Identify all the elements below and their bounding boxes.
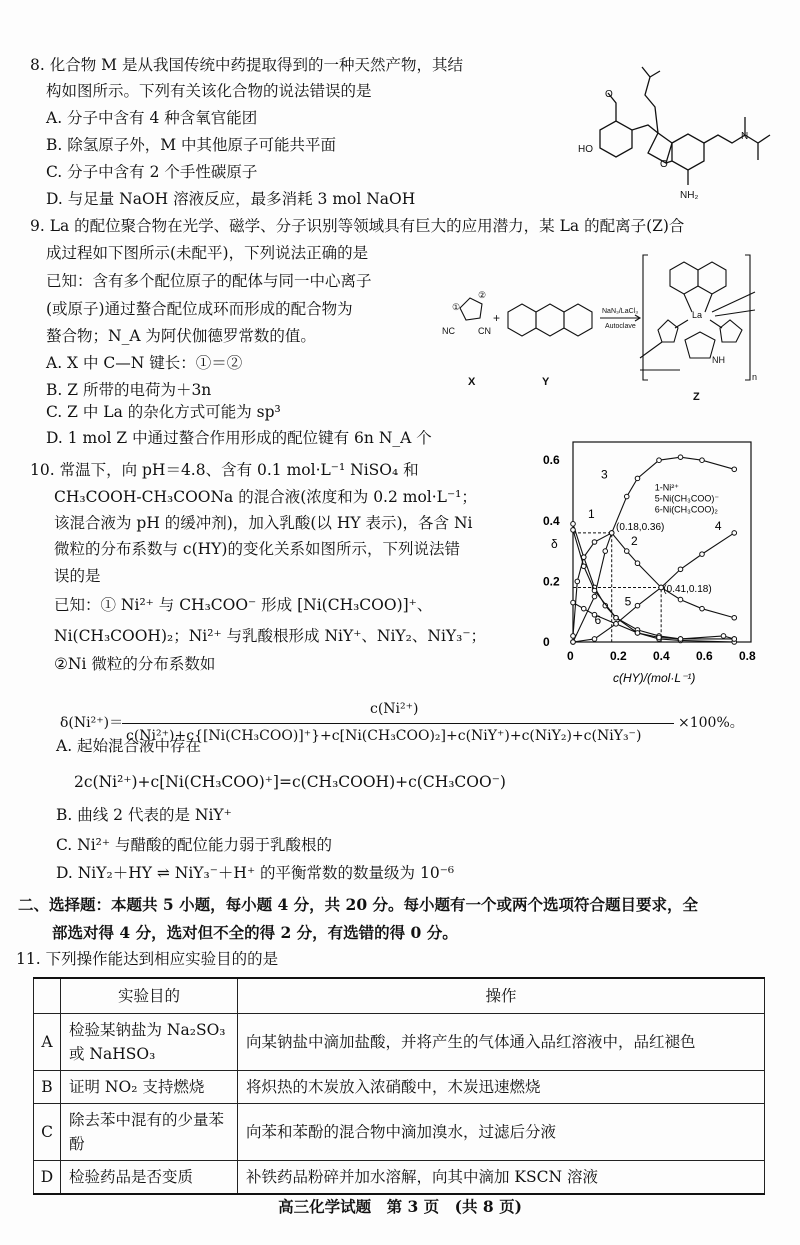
formula-tail: ×100%。: [678, 715, 744, 731]
x-tick-label: 0.6: [696, 649, 713, 663]
q10-stem: 该混合液为 pH 的缓冲剂)，加入乳酸(以 HY 表示)，各含 Ni: [54, 514, 473, 532]
data-point-4: [678, 567, 683, 572]
q10-known: Ni(CH₃COOH)₂；Ni²⁺ 与乳酸根形成 NiY⁺、NiY₂、NiY₃⁻；: [54, 627, 487, 645]
label-z: Z: [693, 391, 700, 403]
label-o: O: [605, 89, 613, 100]
data-point-6: [678, 637, 683, 642]
q9-option-b: B. Z 所带的电荷为＋3n: [46, 381, 212, 399]
data-point-5: [592, 588, 597, 593]
data-point-4: [592, 637, 597, 642]
q11-table: [33, 977, 765, 1195]
label-circle-1: ①: [452, 302, 461, 312]
data-point-1: [571, 522, 576, 527]
x-axis-label: c(HY)/(mol·L⁻¹): [613, 671, 696, 685]
data-point-2: [581, 555, 586, 560]
y-tick-label: 0.6: [543, 453, 560, 468]
q10-option-c: C. Ni²⁺ 与醋酸的配位能力弱于乳酸根的: [56, 836, 333, 854]
q10-known: ②Ni 微粒的分布系数如: [54, 655, 216, 673]
annotation: (0.18,0.36): [616, 521, 665, 533]
legend-entry: 5-Ni(CH₃COO)⁻: [654, 493, 720, 504]
q10-stem: 误的是: [54, 567, 101, 585]
data-point-2: [575, 579, 580, 584]
q8-option-c: C. 分子中含有 2 个手性碳原子: [46, 163, 258, 181]
data-point-5: [614, 615, 619, 620]
formula-numerator: c(Ni²⁺): [370, 701, 419, 717]
data-point-5: [581, 564, 586, 569]
x-tick-label: 0.4: [653, 649, 670, 663]
q8-stem: 构如图所示。下列有关该化合物的说法错误的是: [46, 82, 372, 100]
table-header-row: [34, 978, 765, 1014]
table-row: [34, 1071, 765, 1104]
y-tick-label: 0.2: [543, 574, 560, 589]
data-point-4: [571, 640, 576, 645]
data-point-6: [571, 600, 576, 605]
row-key: B: [34, 1071, 61, 1104]
row-purpose: 检验某钠盐为 Na₂SO₃ 或 NaHSO₃: [61, 1014, 238, 1071]
data-point-2: [624, 549, 629, 554]
y-axis-label: δ: [551, 537, 558, 552]
label-nh: NH: [712, 355, 725, 365]
row-key: D: [34, 1161, 61, 1195]
data-point-6: [614, 622, 619, 627]
data-point-2: [700, 606, 705, 611]
label-circle-2: ②: [478, 290, 487, 300]
data-point-3: [700, 458, 705, 463]
section-2-heading: 部选对得 4 分，选对但不全的得 2 分，有选错的得 0 分。: [52, 923, 458, 942]
data-point-3: [732, 467, 737, 472]
data-point-3: [657, 458, 662, 463]
data-point-4: [635, 603, 640, 608]
data-point-5: [571, 528, 576, 533]
data-point-6: [657, 635, 662, 640]
page-footer: 高三化学试题 第 3 页 (共 8 页): [278, 1197, 522, 1216]
row-operation: 补铁药品粉碎并加水溶解，向其中滴加 KSCN 溶液: [238, 1161, 765, 1195]
q9-known: 已知：含有多个配位原子的配体与同一中心离子: [46, 272, 372, 290]
table-header: [34, 978, 61, 1014]
q10-stem: CH₃COOH-CH₃COONa 的混合液(浓度和为 0.2 mol·L⁻¹；: [54, 488, 477, 506]
table-row: [34, 1014, 765, 1071]
data-point-3: [635, 476, 640, 481]
q10-option-b: B. 曲线 2 代表的是 NiY⁺: [56, 806, 232, 824]
x-tick-label: 0: [567, 649, 574, 663]
row-operation: 将炽热的木炭放入浓硝酸中，木炭迅速燃烧: [238, 1071, 765, 1104]
series-label-5: 5: [624, 594, 632, 609]
q9-stem: 成过程如下图所示(未配平)，下列说法正确的是: [46, 244, 369, 262]
data-point-3: [609, 531, 614, 536]
data-point-2: [732, 615, 737, 620]
label-o: O: [660, 159, 668, 170]
label-reagent: NaN₃/LaCl₃: [602, 308, 639, 315]
label-n: N: [741, 131, 749, 142]
q9-known: (或原子)通过螯合配位成环而形成的配合物为: [46, 300, 353, 318]
q10-option-a-eq: 2c(Ni²⁺)+c[Ni(CH₃COO)⁺]=c(CH₃COOH)+c(CH₃COO⁻): [74, 773, 506, 791]
x-tick-label: 0.8: [739, 649, 756, 663]
row-purpose: 除去苯中混有的少量苯酚: [61, 1104, 238, 1161]
y-tick-label: 0.4: [543, 513, 560, 528]
data-point-6: [732, 637, 737, 642]
data-point-4: [700, 552, 705, 557]
label-y: Y: [542, 376, 550, 388]
data-point-2: [635, 561, 640, 566]
table-row: [34, 1104, 765, 1161]
row-operation: 向苯和苯酚的混合物中滴加溴水，过滤后分液: [238, 1104, 765, 1161]
q8-option-a: A. 分子中含有 4 种含氧官能团: [46, 109, 258, 127]
q9-option-c: C. Z 中 La 的杂化方式可能为 sp³: [46, 403, 281, 421]
row-operation: 向某钠盐中滴加盐酸，并将产生的气体通入品红溶液中，品红褪色: [238, 1014, 765, 1071]
q9-option-d: D. 1 mol Z 中通过螯合作用形成的配位键有 6n N_A 个: [46, 429, 432, 447]
label-n-sub: n: [752, 372, 758, 382]
section-2-heading: 二、选择题：本题共 5 小题，每小题 4 分，共 20 分。每小题有一个或两个选项符合题目要求，全: [18, 895, 699, 914]
q10-stem: 10. 常温下，向 pH＝4.8、含有 0.1 mol·L⁻¹ NiSO₄ 和: [30, 461, 419, 479]
label-nc: NC: [442, 326, 455, 336]
row-purpose: 证明 NO₂ 支持燃烧: [61, 1071, 238, 1104]
label-ho: HO: [578, 144, 593, 155]
data-point-3: [592, 594, 597, 599]
series-label-4: 4: [714, 518, 722, 533]
label-cn: CN: [478, 326, 491, 336]
data-point-3: [603, 549, 608, 554]
svg-text:+: +: [493, 311, 501, 325]
data-point-6: [721, 634, 726, 639]
reaction-scheme: [430, 240, 800, 405]
label-x: X: [468, 376, 476, 388]
annotation: (0.41,0.18): [663, 584, 712, 596]
q10-option-a: A. 起始混合液中存在: [56, 737, 202, 755]
q9-known: 螯合物；N_A 为阿伏伽德罗常数的值。: [46, 327, 316, 345]
label-condition: Autoclave: [605, 323, 636, 330]
legend-entry: 1-Ni²⁺: [654, 482, 679, 493]
q9-option-a: A. X 中 C—N 键长：①＝②: [46, 354, 243, 372]
x-tick-label: 0.2: [610, 649, 627, 663]
fraction-bar: [122, 723, 674, 724]
q8-stem: 8. 化合物 M 是从我国传统中药提取得到的一种天然产物，其结: [30, 56, 463, 74]
compound-m-structure: [540, 55, 780, 215]
data-point-2: [678, 597, 683, 602]
table-header: 操作: [238, 978, 765, 1014]
distribution-chart: [540, 440, 800, 700]
table-row: [34, 1161, 765, 1195]
label-nh2: NH₂: [680, 190, 699, 201]
q10-option-d: D. NiY₂＋HY ⇌ NiY₃⁻＋H⁺ 的平衡常数的数量级为 10⁻⁶: [56, 864, 455, 882]
q10-known: 已知：① Ni²⁺ 与 CH₃COO⁻ 形成 [Ni(CH₃COO)]⁺、: [54, 596, 433, 614]
series-label-6: 6: [594, 612, 602, 627]
row-key: C: [34, 1104, 61, 1161]
q10-stem: 微粒的分布系数与 c(HY)的变化关系如图所示，下列说法错: [54, 540, 460, 558]
formula-lhs: δ(Ni²⁺)＝: [60, 715, 124, 731]
row-key: A: [34, 1014, 61, 1071]
row-purpose: 检验药品是否变质: [61, 1161, 238, 1195]
data-point-6: [635, 631, 640, 636]
y-tick-label: 0: [543, 635, 550, 649]
q9-stem: 9. La 的配位聚合物在光学、磁学、分子识别等领域具有巨大的应用潜力，某 La 的配离子(Z)合: [30, 217, 685, 235]
formula-denominator: c(Ni²⁺)+c{[Ni(CH₃COO)]⁺}+c[Ni(CH₃COO)₂]+c(NiY⁺)+c(NiY₂)+c(NiY₃⁻): [126, 728, 642, 744]
series-label-2: 2: [631, 534, 638, 549]
data-point-4: [732, 531, 737, 536]
data-point-6: [581, 606, 586, 611]
data-point-3: [678, 455, 683, 460]
data-point-2: [592, 540, 597, 545]
label-la: La: [692, 310, 703, 320]
series-label-1: 1: [588, 506, 595, 521]
data-point-3: [624, 494, 629, 499]
q8-option-b: B. 除氢原子外，M 中其他原子可能共平面: [46, 136, 337, 154]
legend-entry: 6-Ni(CH₃COO)₂: [654, 504, 718, 515]
table-header: 实验目的: [61, 978, 238, 1014]
series-label-3: 3: [600, 467, 608, 482]
q8-option-d: D. 与足量 NaOH 溶液反应，最多消耗 3 mol NaOH: [46, 190, 416, 208]
q11-stem: 11. 下列操作能达到相应实验目的的是: [16, 950, 279, 968]
